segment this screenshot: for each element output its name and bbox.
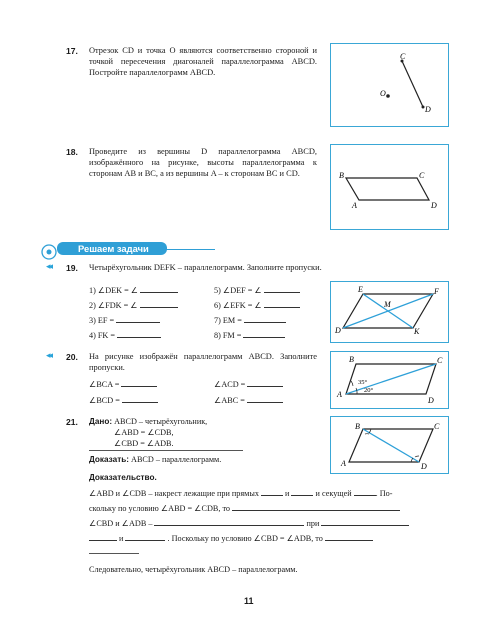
p21-given-line-1 — [89, 416, 207, 427]
p19-item-7 — [214, 314, 286, 326]
p19-item-7-label: 7) EM = — [214, 316, 242, 325]
figure-21 — [330, 416, 449, 474]
p19-item-6 — [214, 299, 300, 311]
p20-item-acd-label: ∠ACD = — [214, 380, 246, 389]
section-bar-rule — [165, 249, 215, 250]
figure-19-svg — [331, 282, 448, 342]
figure-19 — [330, 281, 449, 343]
angle-arc-d2 — [415, 456, 419, 457]
p19-item-2 — [89, 299, 178, 311]
label-m: M — [384, 300, 391, 309]
label-b: B — [349, 355, 354, 364]
diagonal-bd — [363, 429, 419, 462]
problem-17-text: Отрезок CD и точка O являются соответственно стороной и точкой пересечения диагоналей параллелограмма ABCD. Постройте параллелограмм ABCD. — [89, 46, 317, 77]
p19-blank-6[interactable] — [264, 299, 300, 308]
p19-item-4-label: 4) FK = — [89, 331, 115, 340]
p20-item-bcd — [89, 394, 158, 406]
p19-item-2-label: 2) ∠FDK = ∠ — [89, 301, 138, 310]
p21-blank-secant[interactable] — [354, 487, 376, 496]
p19-item-1 — [89, 284, 178, 296]
problem-18-text: Проведите из вершины D параллелограмма ABCD, изображённого на рисунке, высоты параллелограмма к сторонам AB и BC, а из вершины A – к сторонам BC и CD. — [89, 147, 317, 178]
p21-prove-label: Доказать: — [89, 455, 129, 464]
label-d: D — [431, 201, 437, 210]
p21-proof-label: Доказательство. — [89, 473, 157, 482]
label-a: A — [341, 459, 346, 468]
p21-proof-1b: и — [285, 489, 290, 498]
label-b: B — [339, 171, 344, 180]
p21-proof-4a: и — [119, 534, 124, 543]
p21-blank-conclusion-2[interactable] — [325, 532, 373, 541]
problem-20-text: На рисунке изображён параллелограмм ABCD. Заполните пропуски. — [89, 352, 317, 372]
p21-given-3: ∠CBD = ∠ADB. — [114, 439, 174, 448]
segment-cd — [402, 61, 423, 107]
angle-arc-35 — [351, 381, 353, 386]
p21-proof-line-4 — [89, 532, 373, 544]
page-number: 11 — [244, 596, 254, 606]
p21-blank-line-a[interactable] — [89, 532, 117, 541]
figure-20 — [330, 351, 449, 409]
p21-given-rule — [89, 450, 243, 451]
problem-19-marker-icon: ◂◂ — [46, 262, 52, 272]
problem-21-number: 21. — [66, 417, 78, 427]
section-title: Решаем задачи — [78, 243, 149, 254]
label-d: D — [428, 396, 434, 405]
label-c: C — [419, 171, 425, 180]
angle-35: 35° — [358, 379, 368, 386]
p21-prove-line — [89, 454, 221, 465]
label-e: E — [358, 285, 363, 294]
p21-proof-3b: при — [306, 519, 320, 528]
p21-prove: ABCD – параллелограмм. — [131, 455, 222, 464]
p20-item-bca-label: ∠BCA = — [89, 380, 120, 389]
p21-blank-conclusion-1[interactable] — [232, 502, 400, 511]
figure-20-svg — [331, 352, 448, 408]
p19-blank-1[interactable] — [140, 284, 178, 293]
p21-blank-line-5[interactable] — [89, 553, 139, 554]
p21-proof-3a: ∠CBD и ∠ADB – — [89, 519, 153, 528]
p21-given-1: ABCD – четырёхугольник, — [114, 417, 208, 426]
p19-item-6-label: 6) ∠EFK = ∠ — [214, 301, 262, 310]
parallelogram-abcd — [346, 178, 429, 200]
figure-18-svg — [331, 145, 448, 229]
p21-proof-2a: скольку по условию ∠ABD = ∠CDB, то — [89, 504, 231, 513]
p19-item-5 — [214, 284, 300, 296]
p21-conclusion: Следовательно, четырёхугольник ABCD – параллелограмм. — [89, 565, 298, 574]
p21-blank-angle-type[interactable] — [154, 517, 304, 526]
label-d: D — [421, 462, 427, 471]
p19-item-4 — [89, 329, 161, 341]
p21-given-label: Дано: — [89, 417, 113, 426]
p20-item-abc-label: ∠ABC = — [214, 396, 245, 405]
p20-blank-abc[interactable] — [247, 394, 283, 403]
problem-18-number: 18. — [66, 147, 78, 157]
p20-item-abc — [214, 394, 283, 406]
figure-18 — [330, 144, 449, 230]
problem-19-text: Четырёхугольник DEFK – параллелограмм. Заполните пропуски. — [89, 263, 322, 272]
label-a: A — [337, 390, 342, 399]
problem-20-marker-icon: ◂◂ — [46, 351, 52, 361]
p21-blank-line-1[interactable] — [261, 487, 283, 496]
p19-item-3 — [89, 314, 160, 326]
p20-blank-bcd[interactable] — [122, 394, 158, 403]
problem-19-number: 19. — [66, 263, 78, 273]
label-d: D — [335, 326, 341, 335]
p20-item-acd — [214, 378, 283, 390]
problem-20-number: 20. — [66, 352, 78, 362]
p21-proof-1c: и секущей — [315, 489, 352, 498]
label-o: O — [380, 89, 386, 98]
label-b: B — [355, 422, 360, 431]
p21-proof-line-2 — [89, 502, 400, 514]
figure-17-svg — [331, 44, 448, 126]
p19-blank-3[interactable] — [116, 314, 160, 323]
p21-proof-line-3 — [89, 517, 409, 529]
p21-proof-1d: . По- — [375, 489, 393, 498]
p19-blank-4[interactable] — [117, 329, 161, 338]
label-c: C — [434, 422, 440, 431]
label-f: F — [434, 287, 439, 296]
p21-proof-line-1 — [89, 487, 449, 499]
p21-proof-4b: . Поскольку по условию ∠CBD = ∠ADB, то — [167, 534, 323, 543]
p19-item-1-label: 1) ∠DEK = ∠ — [89, 286, 139, 295]
p21-given-2: ∠ABD = ∠CDB, — [114, 428, 174, 437]
p21-proof-1a: ∠ABD и ∠CDB – накрест лежащие при прямых — [89, 489, 259, 498]
point-o — [386, 94, 390, 98]
p19-blank-5[interactable] — [264, 284, 300, 293]
p19-blank-2[interactable] — [140, 299, 178, 308]
figure-21-svg — [331, 417, 448, 473]
problem-17-number: 17. — [66, 46, 78, 56]
p21-blank-line-b[interactable] — [125, 532, 165, 541]
p20-blank-bca[interactable] — [121, 378, 157, 387]
p20-item-bca — [89, 378, 157, 390]
label-c: C — [400, 52, 406, 61]
p19-item-5-label: 5) ∠DEF = ∠ — [214, 286, 262, 295]
figure-17 — [330, 43, 449, 127]
p19-item-8 — [214, 329, 285, 341]
p19-item-8-label: 8) FM = — [214, 331, 242, 340]
label-a: A — [352, 201, 357, 210]
label-k: K — [414, 327, 420, 336]
p19-item-3-label: 3) EF = — [89, 316, 115, 325]
p20-blank-acd[interactable] — [247, 378, 283, 387]
p21-blank-lines[interactable] — [321, 517, 409, 526]
p20-item-bcd-label: ∠BCD = — [89, 396, 120, 405]
angle-20: 20° — [364, 387, 374, 394]
label-d: D — [425, 105, 431, 114]
label-c: C — [437, 356, 443, 365]
p19-blank-7[interactable] — [244, 314, 286, 323]
p21-blank-line-2[interactable] — [291, 487, 313, 496]
p19-blank-8[interactable] — [243, 329, 285, 338]
